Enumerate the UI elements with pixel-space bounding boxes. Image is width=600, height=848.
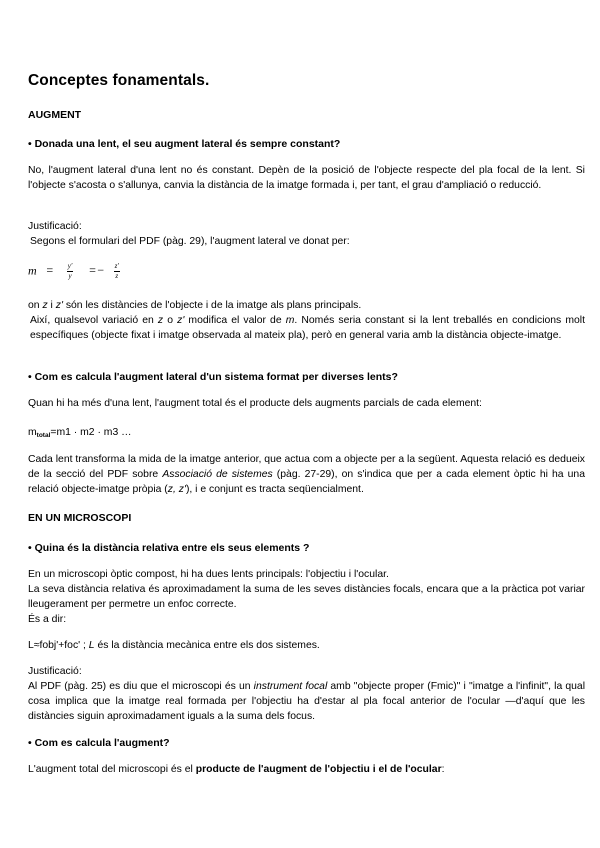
relative-distance-text: La seva distància relativa és aproximadament la suma de les seves distàncies focals, encara que a la pràctica pot variar lleugerament per permetre un enfoc correcte. <box>28 584 585 611</box>
question-multi-lens: • Com es calcula l'augment lateral d'un sistema format per diverses lents? <box>28 371 398 383</box>
answer-augment-constant: No, l'augment lateral d'una lent no és constant. Depèn de la posició de l'objecte respecte del pla focal de la lent. Si l'objecte s'acosta o s'allunya, canvia la distància de la imatge formada i, per tant, el grau d'ampliació o reducció. <box>28 165 585 192</box>
section-heading-microscopi: EN UN MICROSCOPI <box>28 512 132 524</box>
question-augment-constant: • Donada una lent, el seu augment lateral és sempre constant? <box>28 138 341 150</box>
formula-fraction-z: $\frac{z'}{z}$ <box>114 262 119 280</box>
question-relative-distance: • Quina és la distància relativa entre els seus elements ? <box>28 542 310 554</box>
formula-lhs: m <box>28 263 37 278</box>
formula-fraction-y: $\frac{y'}{y}$ <box>67 262 73 280</box>
justification-text: Segons el formulari del PDF (pàg. 29), l'augment lateral ve donat per: <box>30 236 350 247</box>
distance-formula: L≈fobj'+foc' ; L és la distància mecànica entre els dos sistemes. <box>28 640 320 651</box>
formula-equals-minus: =− <box>88 263 105 278</box>
variation-explanation: Així, qualsevol variació en z o z' modifica el valor de m. Només seria constant si la lent treballés en condicions molt específiques (objecte fixat i imatge observada al mateix pla), però en general varia amb la distància objecte-imatge. <box>30 315 585 342</box>
total-magnification-formula: $m_{total}=m1 \cdot m2 \cdot m3$ … <box>28 427 132 439</box>
microscope-justification-label: Justificació: <box>28 666 82 677</box>
section-heading-augment: AUGMENT <box>28 109 82 121</box>
justification-label: Justificació: <box>28 221 82 232</box>
microscope-justification-text: Al PDF (pàg. 25) es diu que el microscopi és un instrument focal amb "objecte proper (Fmic)" i "imatge a l'infinit", la qual cosa implica que la imatge real formada per l'objectiu ha d'estar al pla focal anterior de l'ocular —d'aquí que les distàncies siguin aproximadament iguals a la suma dels focus. <box>28 681 585 723</box>
formula-equals: = <box>45 263 54 278</box>
answer-multi-lens: Quan hi ha més d'una lent, l'augment total és el producte dels augments parcials de cada element: <box>28 398 482 409</box>
es-a-dir-text: És a dir: <box>28 614 67 625</box>
formula-variables-explanation: on z i z' són les distàncies de l'objecte i de la imatge als plans principals. <box>28 300 362 311</box>
lateral-magnification-formula <box>28 262 124 281</box>
multi-lens-explanation: Cada lent transforma la mida de la imatge anterior, que actua com a objecte per a la següent. Aquesta relació es dedueix de la secció del PDF sobre Associació de sistemes (pàg. 27-29), on s'indica que per a cada element òptic hi ha una relació objecte-imatge pròpia (z, z'), i e conjunt es tracta seqüencialment. <box>28 454 585 496</box>
microscope-magnification-answer: L'augment total del microscopi és el producte de l'augment de l'objectiu i el de l'ocular: <box>28 764 445 775</box>
microscope-lenses-text: En un microscopi òptic compost, hi ha dues lents principals: l'objectiu i l'ocular. <box>28 569 389 580</box>
page-title: Conceptes fonamentals. <box>28 72 210 89</box>
question-microscope-magnification: • Com es calcula l'augment? <box>28 737 170 749</box>
